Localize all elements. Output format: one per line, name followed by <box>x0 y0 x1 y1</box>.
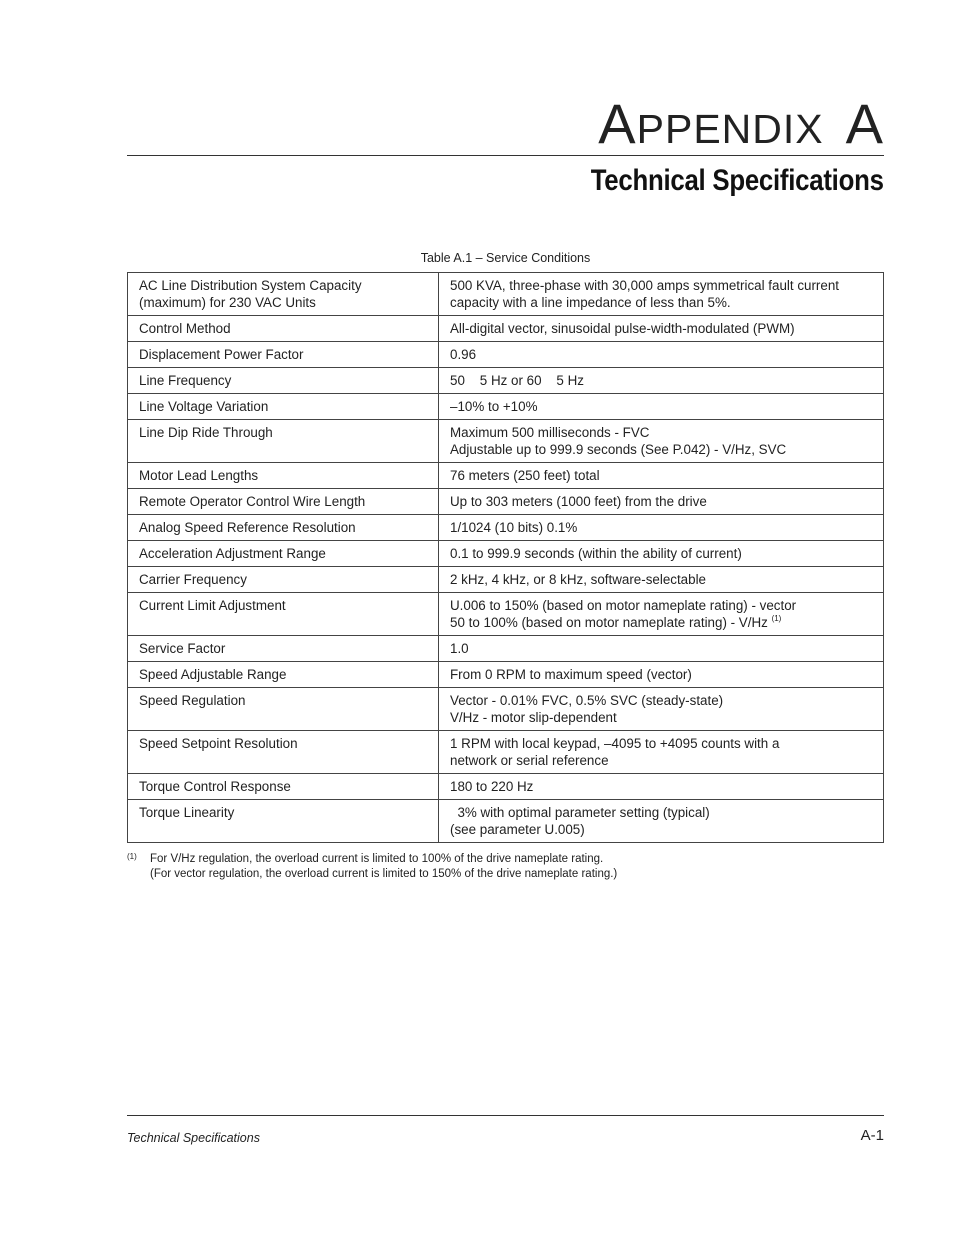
spec-label: Remote Operator Control Wire Length <box>139 494 366 509</box>
table-row <box>128 368 884 394</box>
spec-label-cell <box>128 800 439 843</box>
spec-label-cell <box>128 567 439 593</box>
spec-label: Current Limit Adjustment <box>139 598 286 613</box>
spec-value-cell <box>439 316 884 342</box>
spec-label-cell <box>128 273 439 316</box>
title-divider <box>127 155 884 156</box>
spec-value-cell <box>439 515 884 541</box>
spec-value-cell <box>439 541 884 567</box>
spec-label-cell <box>128 368 439 394</box>
footnote-line: (For vector regulation, the overload current is limited to 150% of the drive nameplate rating.) <box>150 868 618 880</box>
table-row <box>128 688 884 731</box>
spec-label: AC Line Distribution System Capacity <box>139 278 362 293</box>
spec-value: Adjustable up to 999.9 seconds (See P.042) - V/Hz, SVC <box>450 442 787 457</box>
spec-value-cell <box>439 463 884 489</box>
table-row <box>128 273 884 316</box>
table-row <box>128 731 884 774</box>
table-row <box>128 541 884 567</box>
service-conditions-table <box>127 272 884 843</box>
spec-value: 3% with optimal parameter setting (typical) <box>450 805 710 820</box>
spec-value-cell <box>439 273 884 316</box>
table-row <box>128 463 884 489</box>
spec-value-cell <box>439 731 884 774</box>
spec-label: Speed Regulation <box>139 693 246 708</box>
spec-value-cell <box>439 394 884 420</box>
spec-label: (maximum) for 230 VAC Units <box>139 295 316 310</box>
spec-value: All-digital vector, sinusoidal pulse-width-modulated (PWM) <box>450 321 795 336</box>
footnote-mark: (1) <box>127 852 137 861</box>
spec-label: Speed Setpoint Resolution <box>139 736 298 751</box>
spec-label: Acceleration Adjustment Range <box>139 546 326 561</box>
spec-label-cell <box>128 515 439 541</box>
spec-label-cell <box>128 636 439 662</box>
spec-label: Displacement Power Factor <box>139 347 304 362</box>
spec-value-cell <box>439 342 884 368</box>
spec-value-cell <box>439 774 884 800</box>
spec-label-cell <box>128 731 439 774</box>
spec-value: 180 to 220 Hz <box>450 779 534 794</box>
spec-label-cell <box>128 316 439 342</box>
spec-label-cell <box>128 342 439 368</box>
spec-value: Vector - 0.01% FVC, 0.5% SVC (steady-state) <box>450 693 724 708</box>
spec-value: 50 to 100% (based on motor nameplate rating) - V/Hz <box>450 615 768 630</box>
spec-value-cell <box>439 489 884 515</box>
spec-label-cell <box>128 541 439 567</box>
table-row <box>128 342 884 368</box>
spec-value: –10% to +10% <box>450 399 538 414</box>
spec-label: Line Frequency <box>139 373 232 388</box>
table-row <box>128 636 884 662</box>
spec-label-cell <box>128 489 439 515</box>
spec-value: 1/1024 (10 bits) 0.1% <box>450 520 578 535</box>
page-number: A-1 <box>860 1127 884 1144</box>
spec-value-cell <box>439 688 884 731</box>
spec-value-cell <box>439 567 884 593</box>
spec-value: From 0 RPM to maximum speed (vector) <box>450 667 692 682</box>
spec-label: Speed Adjustable Range <box>139 667 287 682</box>
spec-value: 0.96 <box>450 347 477 362</box>
spec-label: Line Voltage Variation <box>139 399 269 414</box>
spec-value: U.006 to 150% (based on motor nameplate rating) - vector <box>450 598 797 613</box>
spec-label: Motor Lead Lengths <box>139 468 259 483</box>
appendix-letter: A <box>845 92 884 155</box>
spec-label: Analog Speed Reference Resolution <box>139 520 356 535</box>
spec-label-cell <box>128 662 439 688</box>
footnote-line: For V/Hz regulation, the overload current is limited to 100% of the drive nameplate rating. <box>150 853 604 865</box>
spec-value-cell <box>439 420 884 463</box>
table-row <box>128 515 884 541</box>
spec-value: 2 kHz, 4 kHz, or 8 kHz, software-selectable <box>450 572 706 587</box>
spec-label: Torque Control Response <box>139 779 291 794</box>
spec-label-cell <box>128 463 439 489</box>
spec-label-cell <box>128 394 439 420</box>
table-row <box>128 420 884 463</box>
spec-value: (see parameter U.005) <box>450 822 585 837</box>
table-row <box>128 593 884 636</box>
spec-value-cell <box>439 636 884 662</box>
spec-value: 76 meters (250 feet) total <box>450 468 600 483</box>
spec-label-cell <box>128 774 439 800</box>
footer-divider <box>127 1115 884 1116</box>
spec-value: 0.1 to 999.9 seconds (within the ability of current) <box>450 546 742 561</box>
page-title: Technical Specifications <box>591 164 884 197</box>
spec-value: Maximum 500 milliseconds - FVC <box>450 425 650 440</box>
spec-label: Torque Linearity <box>139 805 235 820</box>
spec-value-cell <box>439 368 884 394</box>
table-row <box>128 567 884 593</box>
spec-value-cell <box>439 800 884 843</box>
appendix-word-rest: PPENDIX <box>636 106 824 152</box>
table-row <box>128 800 884 843</box>
table-caption: Table A.1 – Service Conditions <box>420 251 591 265</box>
spec-value: capacity with a line impedance of less than 5%. <box>450 295 731 310</box>
spec-value: 1.0 <box>450 641 469 656</box>
spec-value: 1 RPM with local keypad, –4095 to +4095 counts with a <box>450 736 780 751</box>
spec-label: Service Factor <box>139 641 226 656</box>
table-row <box>128 394 884 420</box>
table-row <box>128 662 884 688</box>
table-row <box>128 489 884 515</box>
appendix-initial: A <box>598 92 637 155</box>
footnote-reference: (1) <box>771 614 782 623</box>
spec-value-cell <box>439 593 884 636</box>
spec-label: Control Method <box>139 321 231 336</box>
spec-value: 50 5 Hz or 60 5 Hz <box>450 373 584 388</box>
spec-value: Up to 303 meters (1000 feet) from the drive <box>450 494 707 509</box>
spec-value: 500 KVA, three-phase with 30,000 amps symmetrical fault current <box>450 278 840 293</box>
footnote <box>127 852 617 882</box>
spec-value: network or serial reference <box>450 753 609 768</box>
spec-value: V/Hz - motor slip-dependent <box>450 710 617 725</box>
table-row <box>128 774 884 800</box>
appendix-heading <box>598 92 884 155</box>
spec-value-cell <box>439 662 884 688</box>
footer-section-title: Technical Specifications <box>127 1131 260 1145</box>
spec-label-cell <box>128 593 439 636</box>
spec-label: Carrier Frequency <box>139 572 247 587</box>
spec-label-cell <box>128 688 439 731</box>
spec-label-cell <box>128 420 439 463</box>
table-row <box>128 316 884 342</box>
spec-label: Line Dip Ride Through <box>139 425 273 440</box>
